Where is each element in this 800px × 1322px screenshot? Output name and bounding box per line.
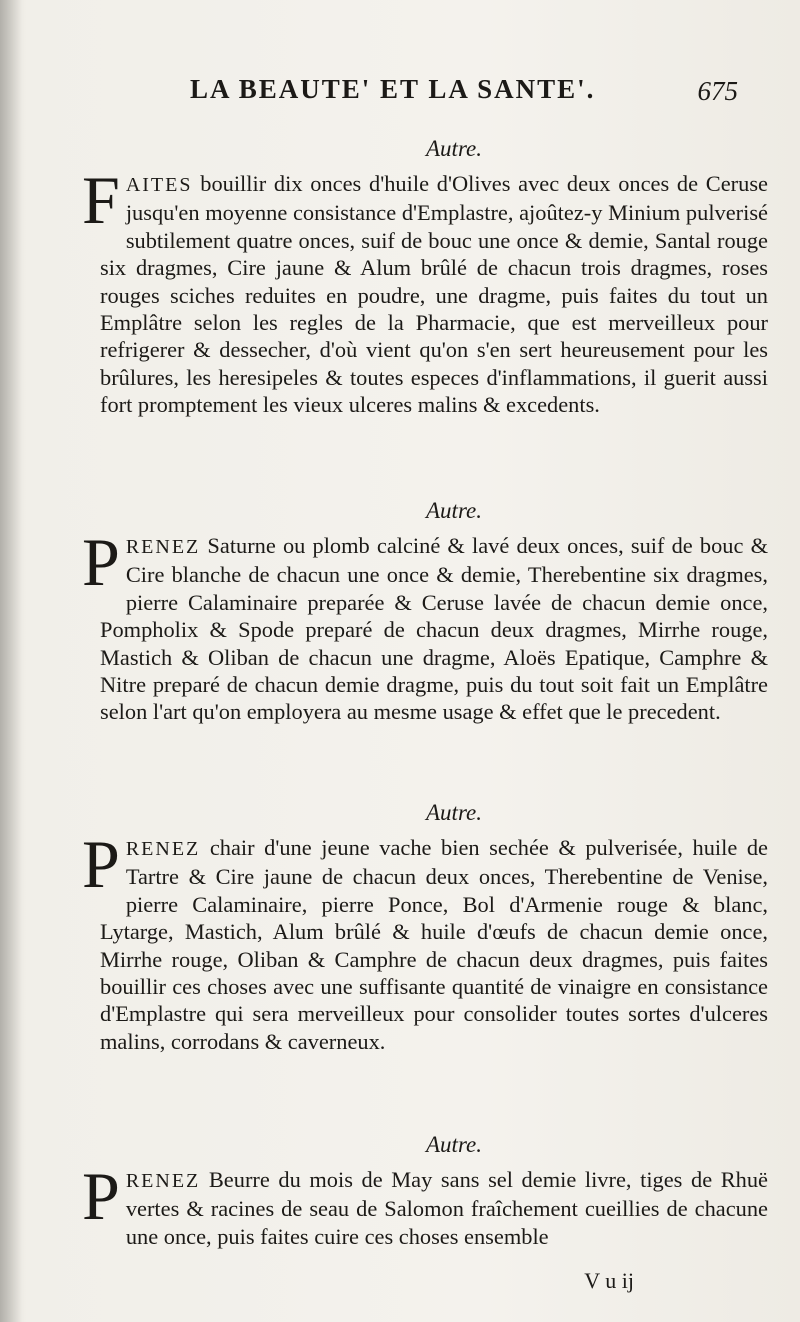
running-title: LA BEAUTE' ET LA SANTE'. bbox=[190, 74, 596, 104]
recipe-section-1 bbox=[82, 136, 768, 419]
opening-word: RENEZ bbox=[125, 838, 201, 860]
section-heading: Autre. bbox=[426, 800, 482, 825]
paragraph-text: Beurre du mois de May sans sel demie livre, tiges de Rhuë vertes & racines de seau de Salomon fraîchement cueillies de chacune une once, puis faites cuire ces choses ensemble bbox=[125, 1167, 768, 1249]
section-heading: Autre. bbox=[426, 136, 482, 161]
recipe-paragraph bbox=[82, 826, 768, 1055]
drop-capital: P bbox=[82, 826, 120, 902]
recipe-section-4 bbox=[82, 1132, 768, 1250]
page-header bbox=[190, 72, 750, 112]
opening-word: RENEZ bbox=[125, 1170, 201, 1192]
drop-capital: F bbox=[82, 162, 120, 238]
drop-capital: P bbox=[82, 524, 120, 600]
recipe-paragraph bbox=[82, 1158, 768, 1250]
recipe-section-2 bbox=[82, 498, 768, 726]
gutter-shadow bbox=[0, 0, 22, 1322]
recipe-paragraph bbox=[82, 162, 768, 419]
recipe-paragraph bbox=[82, 524, 768, 726]
opening-word: RENEZ bbox=[125, 536, 201, 558]
paragraph-text: Saturne ou plomb calciné & lavé deux onces, suif de bouc & Cire blanche de chacun une once & demie, Therebentine six dragmes, pierre Calaminaire preparée & Ceruse lavée de chacun demie once, Pompholix & Spode preparé de chacun deux dragmes, Mirrhe rouge, Mastich & Oliban de chacun une dragme, Aloës Epatique, Camphre & Nitre preparé de chacun demie dragme, puis du tout soit fait un Emplâtre selon l'art qu'on employera au mesme usage & effet que le precedent. bbox=[100, 533, 768, 725]
opening-word: AITES bbox=[125, 174, 193, 196]
page-number: 675 bbox=[697, 76, 738, 106]
section-heading: Autre. bbox=[426, 1132, 482, 1157]
recipe-section-3 bbox=[82, 800, 768, 1055]
paragraph-text: chair d'une jeune vache bien sechée & pulverisée, huile de Tartre & Cire jaune de chacun deux onces, Therebentine de Venise, pierre Calaminaire, pierre Ponce, Bol d'Armenie rouge & blanc, Lytarge, Mastich, Alum brûlé & huile d'œufs de chacun demie once, Mirrhe rouge, Oliban & Camphre de chacun deux dragmes, puis faites bouillir ces choses avec une suffisante quantité de vinaigre en consistance d'Emplastre qui sera merveilleux pour consolider toutes sortes d'ulceres malins, corrodans & caverneux. bbox=[100, 835, 768, 1054]
section-heading: Autre. bbox=[426, 498, 482, 523]
drop-capital: P bbox=[82, 1158, 120, 1234]
paragraph-text: bouillir dix onces d'huile d'Olives avec deux onces de Ceruse jusqu'en moyenne consistance d'Emplastre, ajoûtez-y Minium pulverisé subtilement quatre onces, suif de bouc une once & demie, Santal rouge six dragmes, Cire jaune & Alum brûlé de chacun trois dragmes, roses rouges sciches reduites en poudre, une dragme, puis faites du tout un Emplâtre selon les regles de la Pharmacie, que est merveilleux pour refrigerer & dessecher, d'où vient qu'on s'en sert heureusement pour les brûlures, les heresipeles & toutes especes d'inflammations, il guerit aussi fort promptement les vieux ulceres malins & excedents. bbox=[100, 171, 768, 418]
catchword: V u ij bbox=[584, 1268, 634, 1293]
